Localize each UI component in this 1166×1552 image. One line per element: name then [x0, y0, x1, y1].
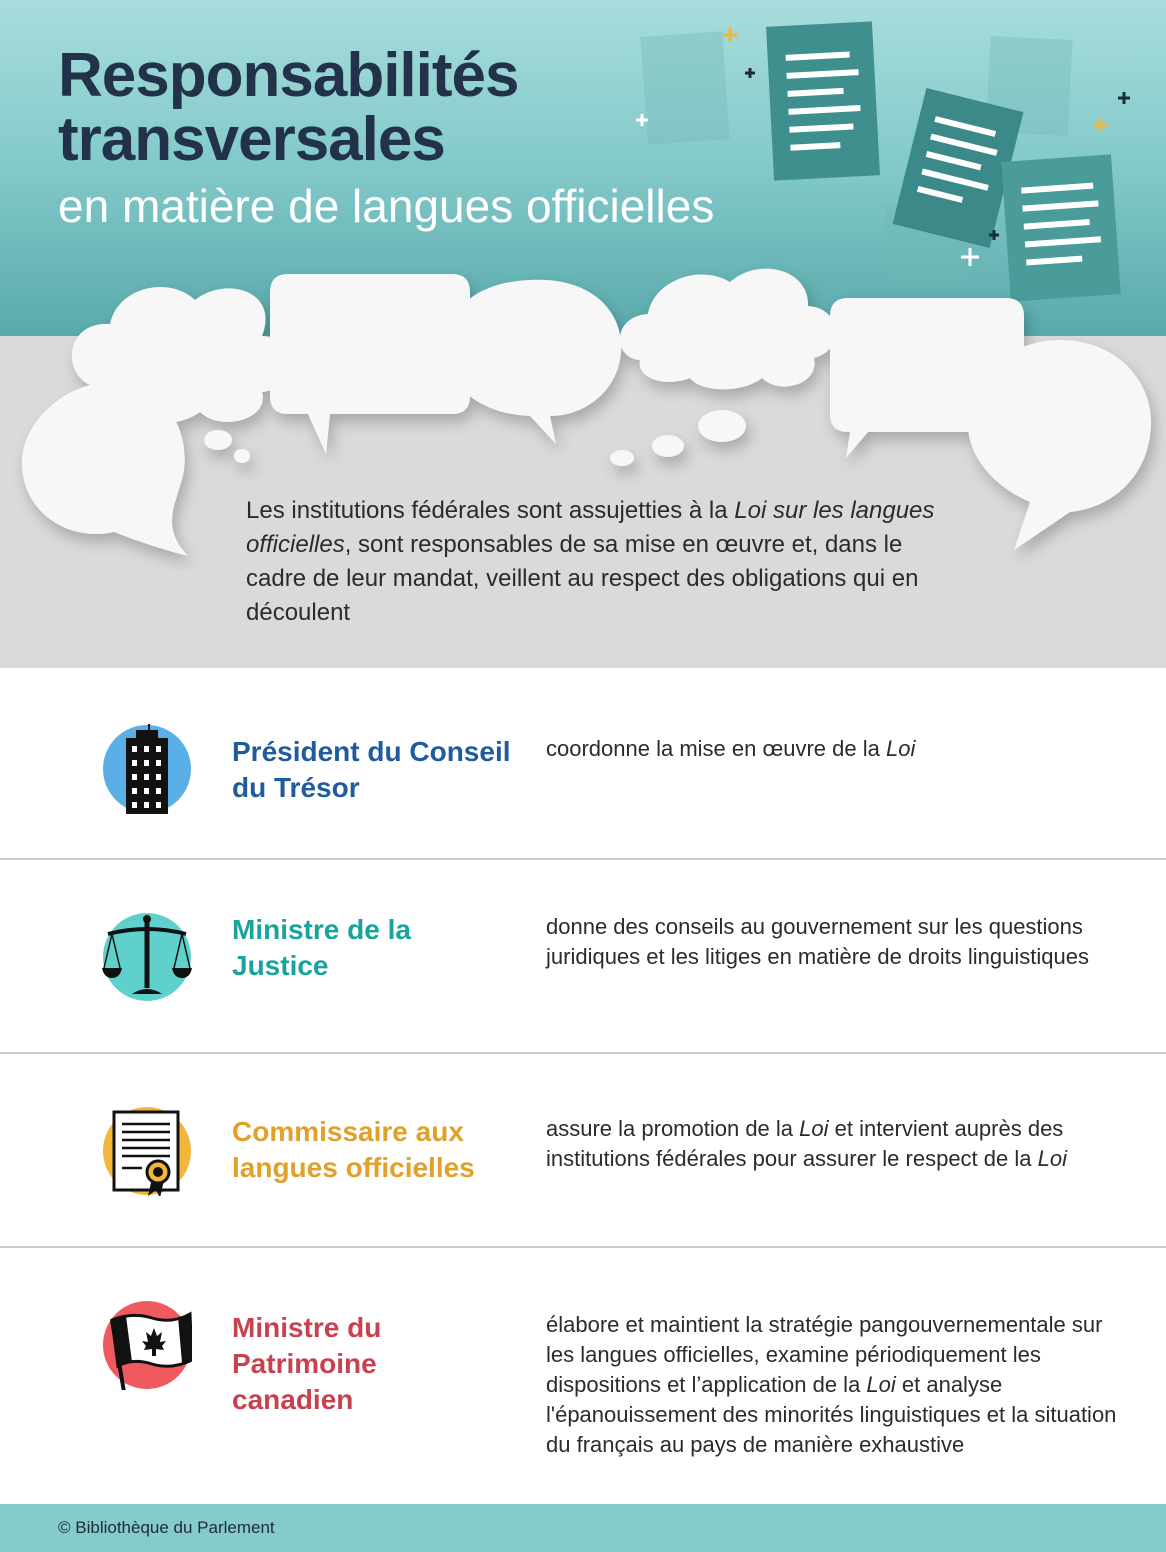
- list-item-heritage: [0, 1248, 1166, 1500]
- page-title: [58, 41, 519, 174]
- list-item-justice: [0, 860, 1166, 1054]
- desc-text: et analyse l'épanouissement des minorités linguistiques et la situation du français au pays de manière exhaustive: [546, 1372, 1117, 1457]
- role-name-line-2: Justice: [232, 950, 329, 981]
- role-name-line-2: du Trésor: [232, 772, 360, 803]
- thought-dot-icon: [652, 435, 684, 457]
- canada-flag-icon: [102, 1300, 192, 1390]
- footer: [0, 1504, 1166, 1552]
- speech-bubble-icon: [968, 340, 1151, 550]
- desc-text: et intervient auprès des institutions fédérales pour assurer le respect de la: [546, 1116, 1064, 1171]
- desc-law: Loi: [866, 1372, 896, 1397]
- role-name-line-2: canadien: [232, 1384, 354, 1415]
- role-name: [232, 734, 522, 806]
- role-name: [232, 1114, 522, 1186]
- desc-law: Loi: [885, 736, 916, 761]
- role-name-line-1: Président du Conseil: [232, 736, 511, 767]
- certificate-icon: [102, 1106, 192, 1196]
- role-name-line-1: Commissaire aux: [232, 1116, 464, 1147]
- intro-text: [246, 494, 946, 630]
- speech-bubble-icon: [22, 382, 188, 556]
- desc-text: assure la promotion de la: [546, 1116, 800, 1141]
- thought-dot-icon: [698, 410, 746, 442]
- desc-text: coordonne la mise en œuvre de la: [546, 736, 886, 761]
- responsibilities-list: [0, 668, 1166, 1500]
- thought-dot-icon: [204, 430, 232, 450]
- desc-law: Loi: [799, 1116, 829, 1141]
- desc-law: Loi: [1037, 1146, 1067, 1171]
- role-description: [546, 734, 1126, 764]
- intro-text-end: , sont responsables de sa mise en œuvre et, dans le cadre de leur mandat, veillent au respect des obligations qui en découlent: [246, 531, 919, 626]
- list-item-commissioner: [0, 1054, 1166, 1248]
- role-description: donne des conseils au gouvernement sur les questions juridiques et les litiges en matière de droits linguistiques: [546, 914, 1089, 969]
- scales-icon: [102, 912, 192, 1002]
- intro-text-start: Les institutions fédérales sont assujetties à la: [246, 497, 735, 524]
- building-icon: [102, 724, 192, 814]
- role-name: [232, 912, 522, 984]
- document-icon: [766, 21, 880, 180]
- role-name-line-1: Ministre de la: [232, 914, 411, 945]
- role-description: [546, 1114, 1126, 1174]
- speech-bubble-icon: [446, 280, 621, 444]
- role-name-line-1: Ministre du Patrimoine: [232, 1312, 382, 1379]
- list-item-treasury-board: [0, 668, 1166, 860]
- role-description: [546, 1310, 1126, 1460]
- title-line-1: Responsabilités: [58, 41, 519, 110]
- copyright-text: © Bibliothèque du Parlement: [58, 1518, 275, 1537]
- speech-bubble-icon: [270, 274, 470, 454]
- intro-law-title: Loi sur les langues officielles: [246, 497, 935, 558]
- thought-dot-icon: [610, 450, 634, 466]
- role-name: [232, 1310, 522, 1418]
- title-line-2: transversales: [58, 105, 445, 174]
- page-subtitle: en matière de langues officielles: [58, 180, 715, 232]
- role-name-line-2: langues officielles: [232, 1152, 475, 1183]
- thought-dot-icon: [234, 449, 250, 463]
- speech-bubble-icon: [620, 269, 836, 390]
- desc-text: élabore et maintient la stratégie pangouvernementale sur les langues officielles, examine périodiquement les dispositions et l’application de la: [546, 1312, 1103, 1397]
